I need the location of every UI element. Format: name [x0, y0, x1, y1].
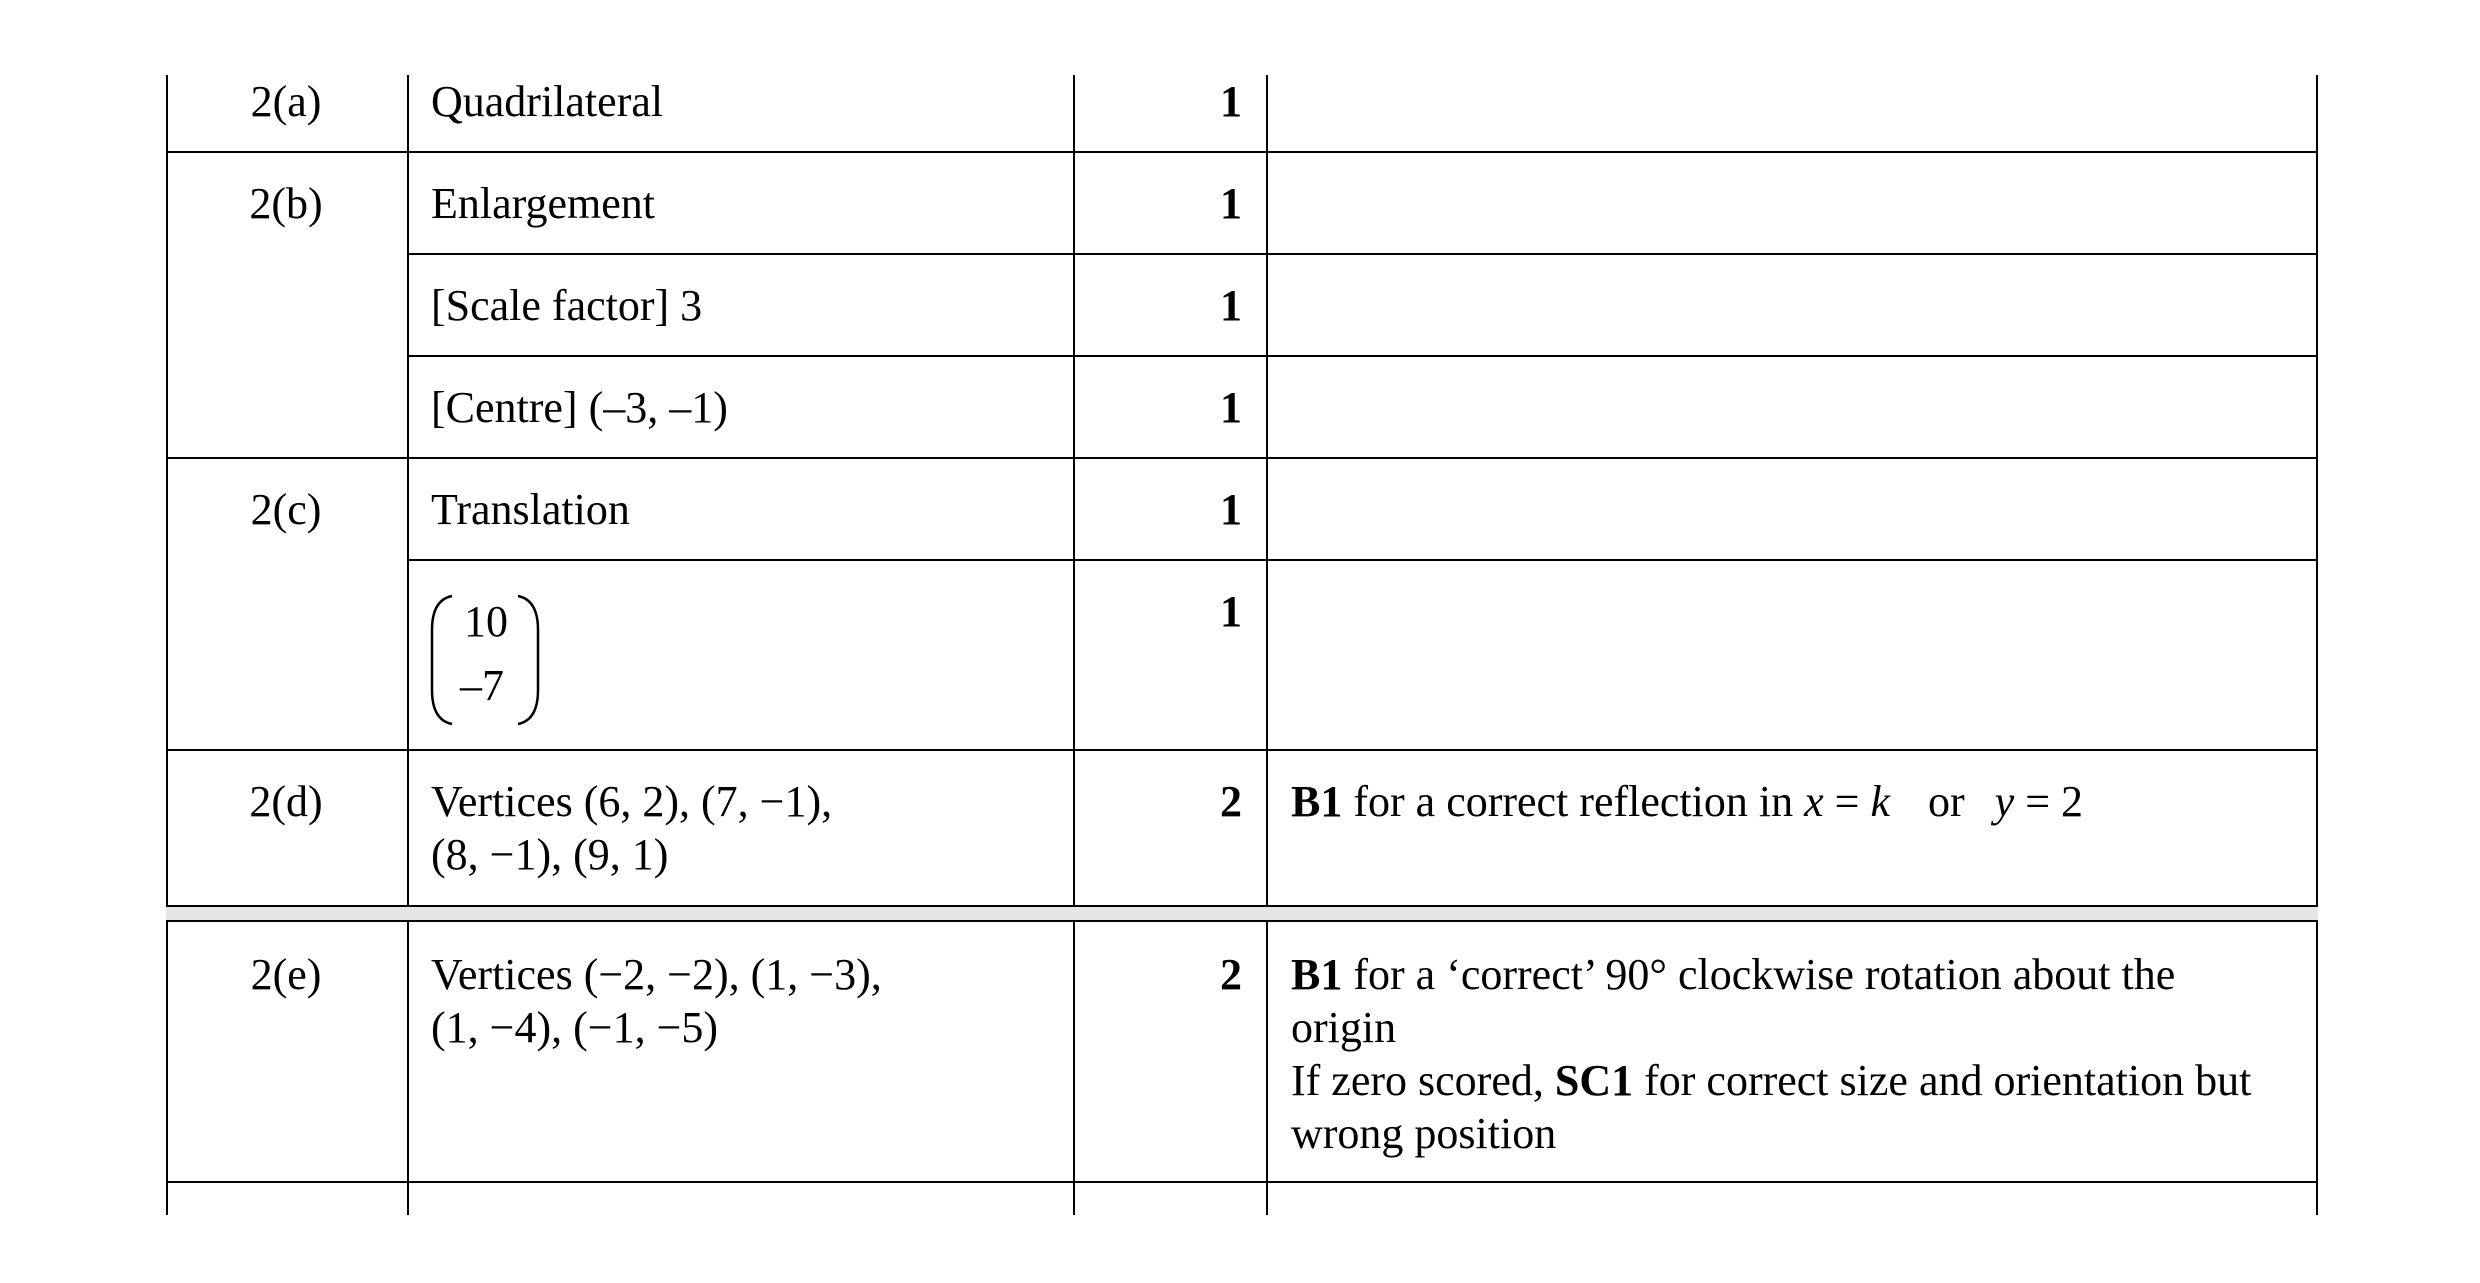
question-number: 2(a)	[250, 77, 322, 126]
mark-value: 1	[1220, 77, 1242, 126]
column-line	[166, 75, 168, 1215]
guidance-mark-code: B1	[1291, 777, 1343, 826]
guidance-text	[1291, 948, 2175, 1001]
guidance-body: for correct size and orientation but	[1633, 1056, 2252, 1105]
question-number: 2(d)	[249, 777, 323, 826]
guidance-text: origin	[1291, 1003, 1397, 1052]
vector-bottom: –7	[460, 661, 504, 710]
row-line	[166, 457, 2318, 459]
question-number: 2(c)	[250, 485, 322, 534]
row-separator	[166, 906, 2318, 920]
row-line	[407, 253, 2318, 255]
answer-text: (8, −1), (9, 1)	[431, 830, 669, 879]
guidance-variable: x	[1804, 777, 1824, 826]
answer-text: (1, −4), (−1, −5)	[431, 1003, 719, 1052]
guidance-or: or	[1928, 777, 1965, 826]
answer-text: Quadrilateral	[431, 77, 664, 126]
row-line	[407, 559, 2318, 561]
guidance-body: for a ‘correct’ 90° clockwise rotation about the	[1342, 950, 2176, 999]
mark-value: 1	[1220, 587, 1242, 636]
guidance-operator: =	[1823, 777, 1871, 826]
question-number: 2(b)	[249, 179, 323, 228]
guidance-variable: y	[1994, 777, 2015, 826]
answer-text: Vertices (−2, −2), (1, −3),	[431, 950, 882, 999]
vector-top: 10	[464, 597, 508, 646]
mark-value: 1	[1220, 383, 1242, 432]
answer-text: [Centre] (–3, –1)	[431, 383, 728, 432]
guidance-operator: = 2	[2014, 777, 2084, 826]
guidance-variable: k	[1870, 777, 1890, 826]
mark-value: 2	[1220, 777, 1242, 826]
row-line	[166, 920, 2318, 922]
row-line	[166, 905, 2318, 907]
guidance-mark-code: SC1	[1554, 1056, 1634, 1105]
answer-text: [Scale factor] 3	[431, 281, 703, 330]
row-line	[166, 1181, 2318, 1183]
translation-vector	[430, 590, 540, 730]
answer-text: Vertices (6, 2), (7, −1),	[431, 777, 833, 826]
question-number: 2(e)	[250, 950, 322, 999]
answer-text: Translation	[431, 485, 630, 534]
guidance-body: for a correct reflection in	[1342, 777, 1805, 826]
guidance-mark-code: B1	[1291, 950, 1343, 999]
column-line	[1266, 75, 1268, 1215]
guidance-text: wrong position	[1291, 1109, 1557, 1158]
mark-value: 1	[1220, 281, 1242, 330]
column-line	[407, 75, 409, 1215]
row-line	[166, 749, 2318, 751]
answer-text: Enlargement	[431, 179, 655, 228]
mark-value: 2	[1220, 950, 1242, 999]
guidance-text	[1291, 775, 2083, 828]
guidance-body: If zero scored,	[1291, 1056, 1555, 1105]
column-line	[2316, 75, 2318, 1215]
mark-value: 1	[1220, 485, 1242, 534]
row-line	[407, 355, 2318, 357]
row-line	[166, 151, 2318, 153]
mark-value: 1	[1220, 179, 1242, 228]
column-line	[1073, 75, 1075, 1215]
guidance-text	[1291, 1054, 2251, 1107]
